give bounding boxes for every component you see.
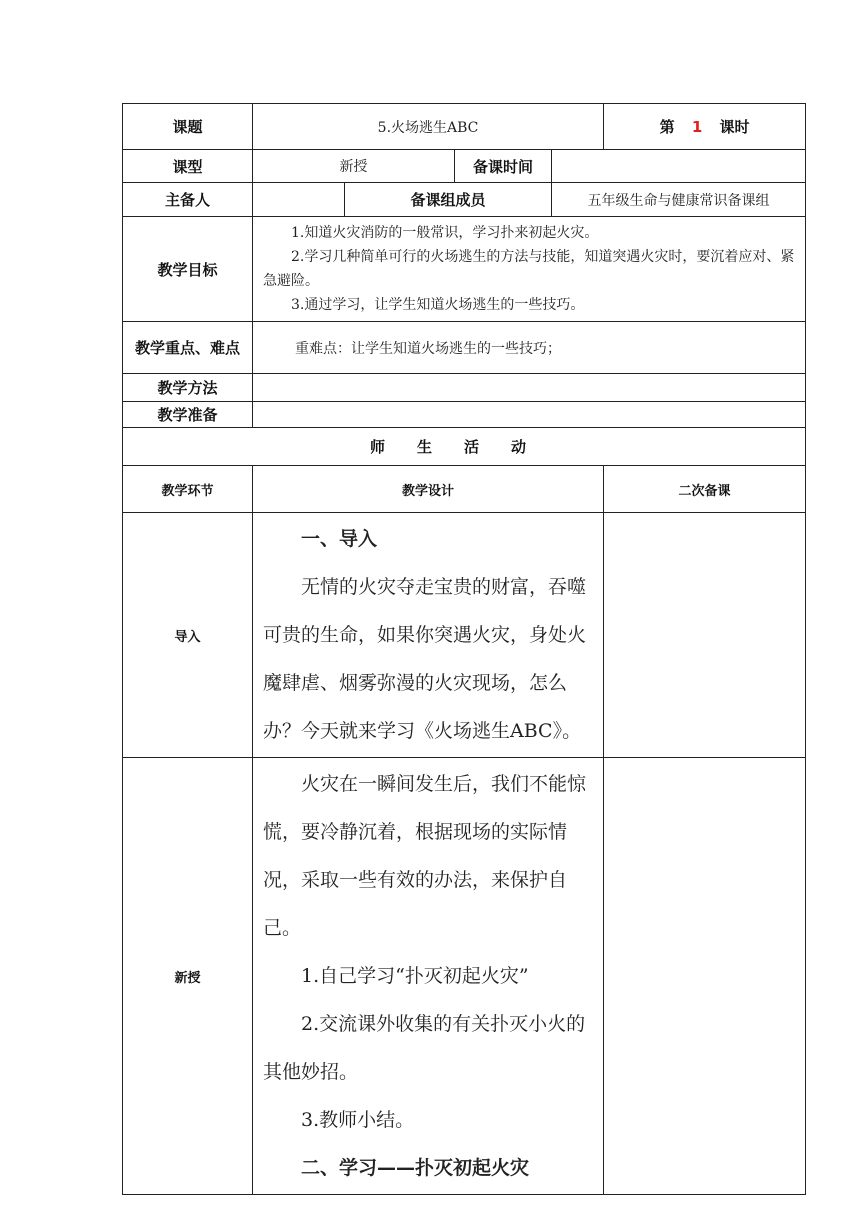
- period-cell: [604, 104, 806, 150]
- row-topic: [123, 104, 806, 150]
- period-prefix: 第: [659, 118, 675, 136]
- row-key-points: [123, 322, 806, 374]
- intro-second: [604, 513, 806, 758]
- goal-item: 3.通过学习，让学生知道火场逃生的一些技巧。: [291, 297, 585, 313]
- new-lesson-design: [253, 758, 604, 1195]
- column-second: 二次备课: [604, 466, 806, 513]
- column-stage: 教学环节: [123, 466, 253, 513]
- intro-heading: 一、导入: [301, 528, 378, 550]
- row-lead: [123, 183, 806, 217]
- row-new-lesson: [123, 758, 806, 1195]
- method-label: 教学方法: [123, 374, 253, 402]
- preparation-label: 教学准备: [123, 402, 253, 428]
- key-points-value: 重难点：让学生知道火场逃生的一些技巧；: [253, 322, 806, 374]
- goal-item: 1.知道火灾消防的一般常识，学习扑来初起火灾。: [291, 225, 599, 241]
- intro-paragraph: 无情的火灾夺走宝贵的财富，吞噬可贵的生命，如果你突遇火灾，身处火魔肆虐、烟雾弥漫的火灾现场，怎么办？今天就来学习《火场逃生ABC》。: [263, 576, 587, 742]
- row-type: [123, 150, 806, 183]
- row-column-headers: [123, 466, 806, 513]
- method-value: [253, 374, 806, 402]
- period-suffix: 课时: [719, 118, 750, 136]
- row-activity-title: [123, 428, 806, 466]
- prep-time-value: [552, 150, 806, 183]
- prep-time-label: 备课时间: [455, 150, 552, 183]
- preparation-value: [253, 402, 806, 428]
- group-label: 备课组成员: [345, 183, 552, 217]
- new-lesson-paragraph: 2.交流课外收集的有关扑灭小火的其他妙招。: [263, 1013, 586, 1083]
- new-lesson-paragraph: 3.教师小结。: [301, 1109, 415, 1131]
- stage-new-lesson: 新授: [123, 758, 253, 1195]
- topic-label: 课题: [123, 104, 253, 150]
- activity-title: 师生活动: [123, 428, 806, 466]
- row-goals: [123, 217, 806, 322]
- period-number: 1: [691, 118, 703, 136]
- lead-label: 主备人: [123, 183, 253, 217]
- goal-item: 2.学习几种简单可行的火场逃生的方法与技能，知道突遇火灾时，要沉着应对、紧急避险。: [263, 249, 795, 289]
- lead-value: [253, 183, 345, 217]
- type-value: 新授: [253, 150, 455, 183]
- stage-intro: 导入: [123, 513, 253, 758]
- intro-design: [253, 513, 604, 758]
- row-method: [123, 374, 806, 402]
- new-lesson-heading: 二、学习——扑灭初起火灾: [301, 1157, 530, 1179]
- goals-content: [253, 217, 806, 322]
- lesson-plan-table: [122, 103, 806, 1195]
- group-value: 五年级生命与健康常识备课组: [552, 183, 806, 217]
- column-design: 教学设计: [253, 466, 604, 513]
- new-lesson-paragraph: 火灾在一瞬间发生后，我们不能惊慌，要冷静沉着，根据现场的实际情况，采取一些有效的办法，来保护自己。: [263, 773, 587, 939]
- type-label: 课型: [123, 150, 253, 183]
- topic-value: 5.火场逃生ABC: [253, 104, 604, 150]
- goals-label: 教学目标: [123, 217, 253, 322]
- row-preparation: [123, 402, 806, 428]
- row-intro: [123, 513, 806, 758]
- key-points-label: 教学重点、难点: [123, 322, 253, 374]
- new-lesson-second: [604, 758, 806, 1195]
- new-lesson-paragraph: 1.自己学习“扑灭初起火灾”: [301, 965, 529, 987]
